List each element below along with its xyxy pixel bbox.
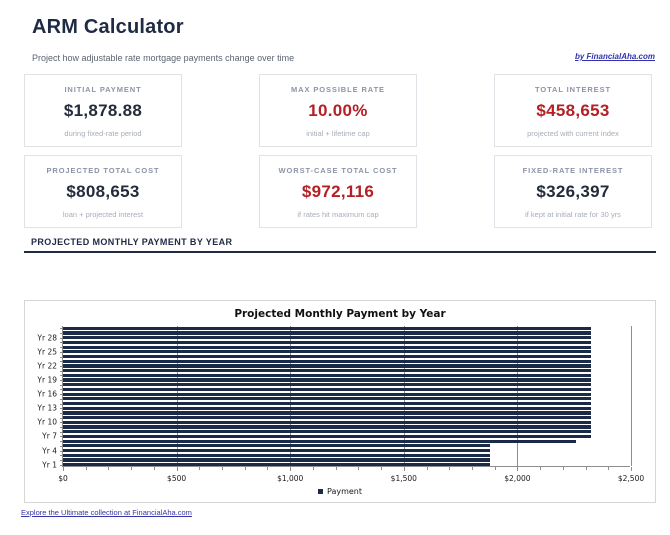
- x-axis-tick: [427, 467, 428, 470]
- bar: [63, 355, 591, 358]
- bar: [63, 416, 591, 419]
- bar: [63, 350, 591, 353]
- y-axis-label: Yr 22: [37, 361, 57, 371]
- x-axis-tick: [63, 467, 64, 471]
- bar: [63, 463, 490, 466]
- bar: [63, 336, 591, 339]
- bar: [63, 327, 591, 330]
- bar: [63, 364, 591, 367]
- card-total-interest: [494, 74, 652, 147]
- bar: [63, 430, 591, 433]
- brand-link[interactable]: by FinancialAha.com: [574, 52, 655, 61]
- card-sub: initial + lifetime cap: [306, 129, 370, 138]
- x-axis-tick: [108, 467, 109, 470]
- x-axis-label: $0: [58, 474, 68, 483]
- bar: [63, 374, 591, 377]
- bar: [63, 421, 591, 424]
- x-axis-tick: [631, 467, 632, 471]
- x-axis-tick: [404, 467, 405, 471]
- card-sub: projected with current index: [527, 129, 619, 138]
- chart-legend: [25, 487, 655, 496]
- x-axis-tick: [608, 467, 609, 470]
- bar: [63, 360, 591, 363]
- bar: [63, 402, 591, 405]
- x-axis-tick: [245, 467, 246, 470]
- bar: [63, 346, 591, 349]
- card-label: TOTAL INTEREST: [535, 85, 611, 94]
- x-axis-label: $500: [167, 474, 187, 483]
- card-label: INITIAL PAYMENT: [64, 85, 142, 94]
- bar: [63, 454, 490, 457]
- footer-link[interactable]: Explore the Ultimate collection at FinancialAha.com: [21, 508, 192, 517]
- y-axis-label: Yr 16: [37, 389, 57, 399]
- card-sub: loan + projected interest: [62, 210, 144, 219]
- bar: [63, 425, 591, 428]
- chart-plot-area: [37, 326, 645, 483]
- x-axis-tick: [199, 467, 200, 470]
- bar: [63, 383, 591, 386]
- card-value: $458,653: [536, 101, 610, 120]
- page-subtitle: Project how adjustable rate mortgage payments change over time: [32, 53, 295, 63]
- card-initial-payment: [24, 74, 182, 147]
- payment-by-year-chart: [24, 300, 656, 503]
- card-value: $808,653: [66, 182, 140, 201]
- card-fixed-rate-interest: [494, 155, 652, 228]
- card-value: 10.00%: [308, 101, 368, 120]
- y-axis-label: Yr 1: [42, 460, 57, 470]
- x-axis-tick: [131, 467, 132, 470]
- card-value: $1,878.88: [63, 101, 143, 120]
- section-heading: PROJECTED MONTHLY PAYMENT BY YEAR: [31, 237, 233, 247]
- card-sub: if kept at initial rate for 30 yrs: [525, 210, 621, 219]
- card-sub: if rates hit maximum cap: [297, 210, 379, 219]
- x-axis-label: $1,500: [390, 474, 417, 483]
- stat-cards-grid: [24, 74, 652, 228]
- y-axis-label: Yr 7: [42, 431, 57, 441]
- x-axis-label: $2,000: [504, 474, 531, 483]
- card-value: $326,397: [536, 182, 610, 201]
- bar: [63, 440, 576, 443]
- chart-title: Projected Monthly Payment by Year: [234, 308, 446, 320]
- bar: [63, 369, 591, 372]
- card-value: $972,116: [301, 182, 375, 201]
- bar: [63, 378, 591, 381]
- card-max-possible-rate: [259, 74, 417, 147]
- x-axis-tick: [563, 467, 564, 470]
- gridline: [631, 326, 632, 466]
- card-sub: during fixed-rate period: [64, 129, 142, 138]
- x-axis-tick: [449, 467, 450, 470]
- y-axis-label: Yr 13: [37, 403, 57, 413]
- x-axis-tick: [290, 467, 291, 471]
- x-axis-tick: [381, 467, 382, 470]
- bar: [63, 397, 591, 400]
- x-axis-tick: [586, 467, 587, 470]
- card-projected-total-cost: [24, 155, 182, 228]
- x-axis-tick: [495, 467, 496, 470]
- card-worst-case-total-cost: [259, 155, 417, 228]
- bar: [63, 388, 591, 391]
- bar: [63, 449, 490, 452]
- x-axis-tick: [517, 467, 518, 471]
- x-axis-tick: [336, 467, 337, 470]
- legend-label: Payment: [326, 487, 363, 496]
- card-label: FIXED-RATE INTEREST: [522, 166, 624, 175]
- card-label: PROJECTED TOTAL COST: [46, 166, 160, 175]
- x-axis-tick: [358, 467, 359, 470]
- x-axis-tick: [267, 467, 268, 470]
- bar: [63, 393, 591, 396]
- legend-swatch-icon: [318, 489, 323, 494]
- bar: [63, 435, 591, 438]
- page-title: ARM Calculator: [32, 16, 184, 38]
- card-label: MAX POSSIBLE RATE: [291, 85, 385, 94]
- bar: [63, 411, 591, 414]
- x-axis-tick: [472, 467, 473, 470]
- section-divider: [24, 251, 656, 253]
- x-axis-tick: [540, 467, 541, 470]
- bar: [63, 341, 591, 344]
- x-axis-tick: [177, 467, 178, 471]
- y-axis-label: Yr 19: [37, 375, 57, 385]
- card-label: WORST-CASE TOTAL COST: [278, 166, 398, 175]
- bar: [63, 331, 591, 334]
- y-axis-label: Yr 28: [37, 333, 57, 343]
- x-axis-tick: [313, 467, 314, 470]
- x-axis-tick: [86, 467, 87, 470]
- x-axis-tick: [154, 467, 155, 470]
- x-axis-tick: [222, 467, 223, 470]
- y-axis-label: Yr 4: [42, 446, 57, 456]
- bar: [63, 458, 490, 461]
- bar: [63, 407, 591, 410]
- x-axis-label: $1,000: [277, 474, 304, 483]
- bar: [63, 444, 490, 447]
- y-axis-label: Yr 10: [37, 417, 57, 427]
- y-axis-label: Yr 25: [37, 347, 57, 357]
- x-axis-label: $2,500: [617, 474, 645, 483]
